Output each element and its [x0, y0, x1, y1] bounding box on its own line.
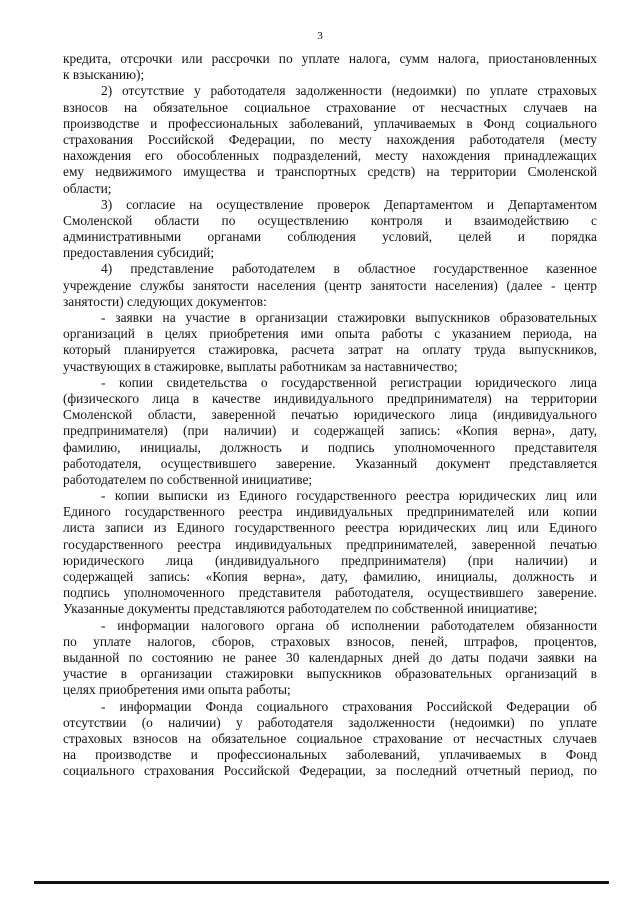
text-line: на производстве и профессиональных заболеваний, уплачиваемых в Фонд — [63, 747, 597, 763]
text-line: государственного реестра индивидуальных предпринимателей, заверенной печатью — [63, 536, 597, 552]
text-line: целях приобретения ими опыта работы; — [63, 682, 291, 698]
page-number: 3 — [317, 30, 323, 42]
text-line: - копии свидетельства о государственной регистрации юридического лица — [101, 374, 597, 390]
text-line: который планируется стажировка, расчета затрат на оплату труда выпускников, — [63, 342, 597, 358]
text-line: нахождения его обособленных подразделений, месту нахождения принадлежащих — [63, 148, 597, 164]
text-line: 2) отсутствие у работодателя задолженности (недоимки) по уплате страховых — [101, 83, 597, 99]
text-line: занятости) следующих документов: — [63, 293, 267, 309]
text-line: работодателя, осуществившего заверение. Указанный документ представляется — [63, 455, 597, 471]
text-line: ему недвижимого имущества и транспортных средств) на территории Смоленской — [63, 164, 597, 180]
text-line: Смоленской области, заверенной печатью юридического лица (индивидуального — [63, 407, 597, 423]
text-line: выданной по состоянию не ранее 30 календарных дней до даты подачи заявки на — [63, 649, 597, 665]
text-line: подпись уполномоченного представителя работодателя, осуществившего заверение. — [63, 585, 597, 601]
text-line: взносов на обязательное социальное страхование от несчастных случаев на — [63, 99, 597, 115]
text-line: 4) представление работодателем в областное государственное казенное — [101, 261, 597, 277]
text-line: листа записи из Единого государственного реестра юридических лиц или Единого — [63, 520, 597, 536]
text-line: страхования Российской Федерации, по месту нахождения работодателя (месту — [63, 131, 597, 147]
text-line: кредита, отсрочки или рассрочки по уплате налога, сумм налога, приостановленных — [63, 51, 597, 66]
text-line: работодателем по собственной инициативе; — [63, 471, 313, 487]
text-line: Указанные документы представляются работодателем по собственной инициативе; — [63, 601, 538, 617]
text-line: участвующих в стажировке, выплаты работникам за наставничество; — [63, 358, 458, 374]
text-line: фамилию, инициалы, должность и подпись уполномоченного представителя — [63, 439, 597, 455]
text-line: организаций в целях приобретения ими опыта работы с указанием периода, на — [63, 326, 597, 342]
text-line: к взысканию); — [63, 67, 145, 83]
text-line: юридического лица (индивидуального предпринимателя) (при наличии) и — [63, 552, 597, 568]
text-line: (физического лица в качестве индивидуального предпринимателя) на территории — [63, 390, 597, 406]
text-line: производстве и профессиональных заболеваний, уплачиваемых в Фонд социального — [63, 115, 597, 131]
text-line: - заявки на участие в организации стажировки выпускников образовательных — [101, 310, 597, 325]
text-line: содержащей запись: «Копия верна», дату, фамилию, инициалы, должность и — [63, 569, 597, 584]
text-line: - информации налогового органа об исполнении работодателем обязанности — [101, 617, 597, 633]
text-line: участие в организации стажировки выпускников образовательных организаций в — [63, 666, 597, 682]
bottom-rule — [34, 881, 609, 884]
text-line: предоставления субсидий; — [63, 245, 215, 261]
text-line: предпринимателя) (при наличии) и содержащей запись: «Копия верна», дату, — [63, 423, 597, 439]
text-line: Единого государственного реестра индивидуальных предпринимателей или копии — [63, 504, 597, 520]
text-line: области; — [63, 180, 112, 196]
text-line: учреждение службы занятости населения (центр занятости населения) (далее - центр — [63, 277, 597, 293]
text-line: страховых взносов на обязательное социальное страхование от несчастных случаев — [63, 730, 597, 746]
text-line: 3) согласие на осуществление проверок Департаментом и Департаментом — [101, 196, 597, 212]
text-line: - копии выписки из Единого государственного реестра юридических лиц или — [101, 488, 597, 504]
text-line: отсутствии (о наличии) у работодателя задолженности (недоимки) по уплате — [63, 714, 597, 730]
text-line: социального страхования Российской Федерации, за последний отчетный период, по — [63, 763, 597, 779]
document-body — [63, 51, 597, 779]
text-line: Смоленской области по осуществлению контроля и взаимодействию с — [63, 212, 597, 228]
text-line: административными органами соблюдения условий, целей и порядка — [63, 229, 597, 245]
text-line: по уплате налогов, сборов, страховых взносов, пеней, штрафов, процентов, — [63, 633, 597, 649]
text-line: - информации Фонда социального страхования Российской Федерации об — [101, 698, 597, 714]
